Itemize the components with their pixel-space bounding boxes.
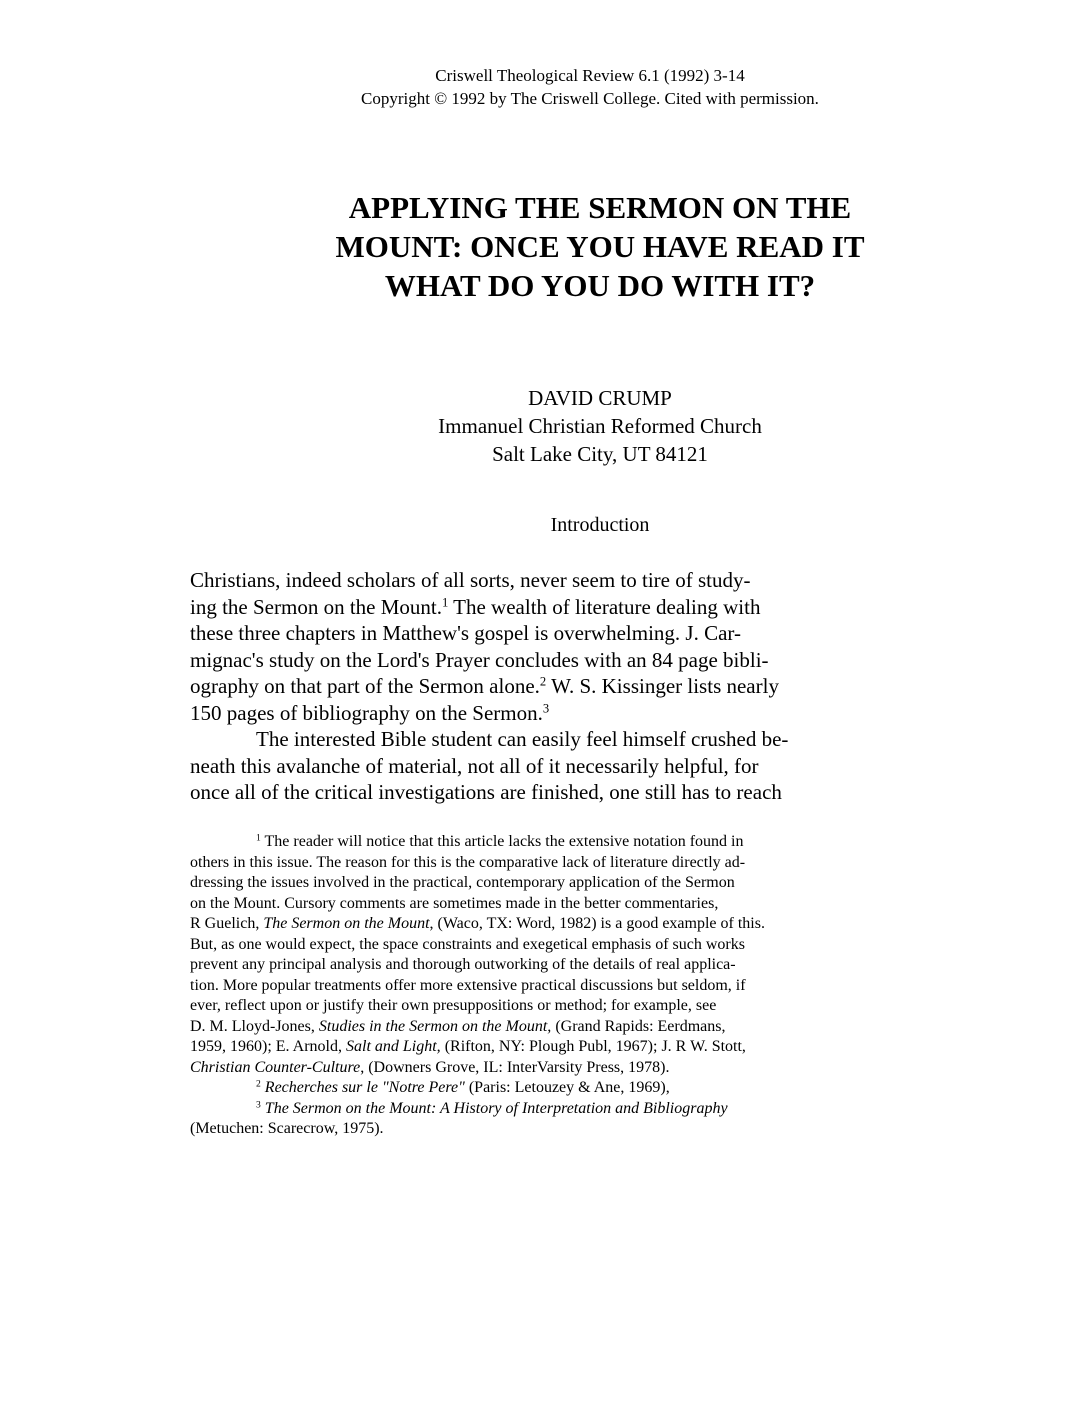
footnote-ref[interactable]: 2 (539, 674, 547, 689)
italic-title: The Sermon on the Mount: A History of Interpretation and Bibliography (264, 1099, 728, 1117)
author-location: Salt Lake City, UT 84121 (492, 442, 708, 466)
title-line: MOUNT: ONCE YOU HAVE READ IT (335, 229, 865, 264)
copyright-notice: Copyright © 1992 by The Criswell College. Cited with permission. (361, 89, 819, 108)
text-span: neath this avalanche of material, not all of it necessarily helpful, for (190, 753, 759, 778)
text-line (190, 779, 870, 806)
title-line: APPLYING THE SERMON ON THE (348, 190, 852, 225)
footnote-line (190, 1037, 910, 1058)
text-span: 150 pages of bibliography on the Sermon. (190, 700, 543, 725)
footnote-ref[interactable]: 3 (542, 700, 550, 715)
text-span: (Grand Rapids: Eerdmans, (551, 1017, 726, 1035)
author-name: DAVID CRUMP (528, 386, 672, 410)
text-span: (Paris: Letouzey & Ane, 1969), (464, 1079, 670, 1096)
footnote-line: (Metuchen: Scarecrow, 1975). (190, 1120, 384, 1137)
italic-title: Salt and Light, (346, 1038, 441, 1055)
journal-header (270, 64, 910, 110)
text-span: these three chapters in Matthew's gospel is overwhelming. J. Car- (190, 621, 741, 645)
footnote-line: others in this issue. The reason for this is the comparative lack of literature directly ad- (190, 853, 746, 871)
text-span: , (Waco, TX: Word, 1982) is a good example of this. (429, 915, 765, 932)
text-line (190, 567, 870, 594)
text-span: , (Downers Grove, IL: InterVarsity Press, 1978). (360, 1058, 670, 1076)
footnote-line (190, 1078, 910, 1099)
text-line (190, 673, 870, 700)
section-heading: Introduction (550, 514, 650, 536)
text-span: ography on that part of the Sermon alone. (190, 674, 540, 698)
text-span: The interested Bible student can easily feel himself crushed be- (256, 727, 789, 751)
footnote-line: prevent any principal analysis and thorough outworking of the details of real applica- (190, 956, 736, 973)
footnote-line: dressing the issues involved in the practical, contemporary application of the Sermon (190, 874, 735, 891)
title-line: WHAT DO YOU DO WITH IT? (384, 268, 816, 303)
text-span: mignac's study on the Lord's Prayer concludes with an 84 page bibli- (190, 647, 769, 672)
footnote-number: 2 (256, 1078, 261, 1090)
text-span: (Rifton, NY: Plough Publ, 1967); J. R W. Stott, (440, 1038, 746, 1055)
footnote-line (190, 914, 910, 935)
footnote-line: ever, reflect upon or justify their own presuppositions or method; for example, see (190, 997, 717, 1014)
text-span: ing the Sermon on the Mount. (190, 594, 442, 619)
text-span: 1959, 1960); E. Arnold, (190, 1038, 346, 1055)
text-line (190, 753, 870, 780)
text-line (190, 700, 870, 727)
footnote-line (190, 1017, 910, 1038)
text-span: W. S. Kissinger lists nearly (546, 674, 779, 698)
text-span: once all of the critical investigations are finished, one still has to reach (190, 780, 782, 804)
body-text (190, 567, 870, 806)
text-span: Christians, indeed scholars of all sorts, never seem to tire of study- (190, 568, 751, 592)
footnote-line: But, as one would expect, the space constraints and exegetical emphasis of such works (190, 935, 745, 953)
text-line (190, 620, 870, 647)
footnote-line (190, 1099, 910, 1120)
author-affiliation: Immanuel Christian Reformed Church (438, 414, 762, 438)
text-line (190, 647, 870, 674)
footnotes (190, 832, 910, 1140)
author-block (380, 384, 820, 468)
italic-title: Recherches sur le "Notre Pere" (264, 1079, 465, 1096)
italic-title: The Sermon on the Mount (263, 915, 430, 932)
italic-title: Studies in the Sermon on the Mount, (318, 1017, 552, 1035)
text-span: The wealth of literature dealing with (448, 594, 761, 619)
italic-title: Christian Counter-Culture (190, 1058, 361, 1076)
footnote-line (190, 832, 910, 853)
footnote-line: tion. More popular treatments offer more extensive practical discussions but seldom, if (190, 976, 746, 994)
text-span: The reader will notice that this article lacks the extensive notation found in (260, 833, 744, 850)
footnote-ref[interactable]: 1 (441, 594, 449, 609)
footnote-line (190, 1058, 910, 1079)
footnote-number: 3 (256, 1098, 261, 1110)
text-line (190, 726, 870, 753)
footnote-number: 1 (256, 832, 261, 844)
text-line (190, 594, 870, 621)
article-title (290, 188, 910, 305)
footnote-line: on the Mount. Cursory comments are sometimes made in the better commentaries, (190, 894, 719, 912)
text-span: D. M. Lloyd-Jones, (190, 1017, 319, 1035)
journal-citation: Criswell Theological Review 6.1 (1992) 3-14 (435, 66, 745, 85)
text-span: R Guelich, (190, 915, 264, 932)
